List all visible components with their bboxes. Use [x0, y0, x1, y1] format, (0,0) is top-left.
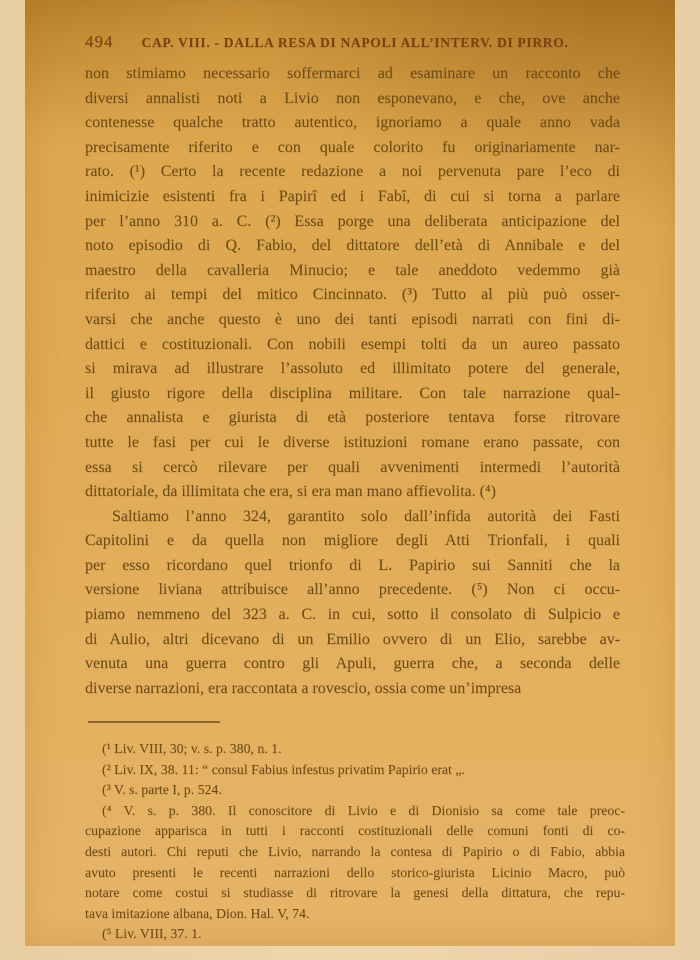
text-line: il giusto rigore della disciplina militare. Con tale narrazione qual-: [85, 384, 620, 402]
text-line: tutte le fasi per cui le diverse istituzioni romane erano passate, con: [85, 433, 620, 451]
text-line: rato. (¹) Certo la recente redazione a noi pervenuta pare l’eco di: [85, 163, 620, 181]
text-line: contenesse qualche tratto autentico, ignoriamo a quale anno vada: [85, 114, 620, 132]
text-line: dittatoriale, da illimitata che era, si era man mano affievolita. (⁴): [85, 483, 496, 501]
text-line: piamo nemmeno del 323 a. C. in cui, sotto il consolato di Sulpicio e: [85, 606, 620, 624]
footnote-line: avuto presenti le recenti narrazioni dello storico-giurista Licinio Macro, può: [85, 864, 625, 880]
text-line: non stimiamo necessario soffermarci ad esaminare un racconto che: [85, 65, 620, 82]
footnotes: [85, 739, 625, 945]
text-line: essa si cercò rilevare per quali avvenimenti intermedi l’autorità: [85, 458, 620, 476]
text-line: dattici e costituzionali. Con nobili esempi tolti da un aureo passato: [85, 335, 620, 353]
text-line: diverse narrazioni, era raccontata a rovescio, ossia come un’impresa: [85, 679, 522, 697]
footnote-line: tava imitazione albana, Dion. Hal. V, 74.: [85, 905, 310, 921]
text-line: noto episodio di Q. Fabio, del dittatore dell’età di Annibale e del: [85, 237, 620, 255]
footnote-line: (⁴ V. s. p. 380. Il conoscitore di Livio e di Dionisio sa come tale preoc-: [102, 802, 625, 818]
text-line: versione liviana attribuisce all’anno precedente. (⁵) Non ci occu-: [85, 581, 620, 599]
chapter-running-title: CAP. VIII. - DALLA RESA DI NAPOLI ALL’INTERV. DI PIRRO.: [141, 35, 569, 50]
footnote-line: desti autori. Chi reputi che Livio, narrando la contesa di Papirio o di Fabio, abbia: [85, 843, 625, 859]
text-line: diversi annalisti noti a Livio non esponevano, e che, ove anche: [85, 89, 620, 107]
text-line: si mirava ad illustrare l’assoluto ed illimitato potere del generale,: [85, 360, 620, 378]
text-line: per esso ricordano quel trionfo di L. Papirio sui Sanniti che la: [85, 556, 620, 574]
text-line: di Aulio, altri dicevano di un Emilio ovvero di un Elio, sarebbe av-: [85, 630, 620, 648]
text-line: maestro della cavalleria Minucio; e tale aneddoto vedemmo già: [85, 261, 620, 279]
text-line: Saltiamo l’anno 324, garantito solo dall’infida autorità dei Fasti: [112, 507, 620, 525]
body-text: [85, 62, 620, 701]
footnote-line: (³ V. s. parte I, p. 524.: [102, 782, 222, 798]
text-line: precisamente riferito e con quale colorito fu originariamente nar-: [85, 138, 620, 156]
text-line: inimicizie esistenti fra i Papirî ed i Fabî, di cui si torna a parlare: [85, 187, 620, 205]
footnote-line: (² Liv. IX, 38. 11: “ consul Fabius infestus privatim Papirio erat „.: [102, 761, 465, 777]
page-header: [85, 32, 623, 52]
text-line: Capitolini e da quella non migliore degli Atti Trionfali, i quali: [85, 532, 620, 550]
footnote-line: cupazione apparisca in tutti i racconti costituzionali delle comuni fonti di co-: [85, 823, 625, 839]
footnote-line: notare come costui si studiasse di ritrovare la genesi della dittatura, che repu-: [85, 885, 625, 901]
text-line: varsi che anche questo è uno dei tanti episodi narrati con fini di-: [85, 310, 620, 328]
footnote-line: (¹ Liv. VIII, 30; v. s. p. 380, n. 1.: [102, 741, 282, 756]
text-line: che annalista e giurista di età posteriore tentava forse ritrovare: [85, 409, 620, 427]
text-line: venuta una guerra contro gli Apuli, guerra che, a seconda delle: [85, 655, 620, 673]
page-number: 494: [85, 32, 114, 51]
footnote-line: (⁵ Liv. VIII, 37. 1.: [102, 926, 202, 942]
footnote-separator: [88, 721, 220, 723]
page-surface: [25, 0, 675, 946]
text-line: per l’anno 310 a. C. (²) Essa porge una deliberata anticipazione del: [85, 212, 620, 230]
text-line: riferito ai tempi del mitico Cincinnato. (³) Tutto al più può osser-: [85, 286, 620, 304]
